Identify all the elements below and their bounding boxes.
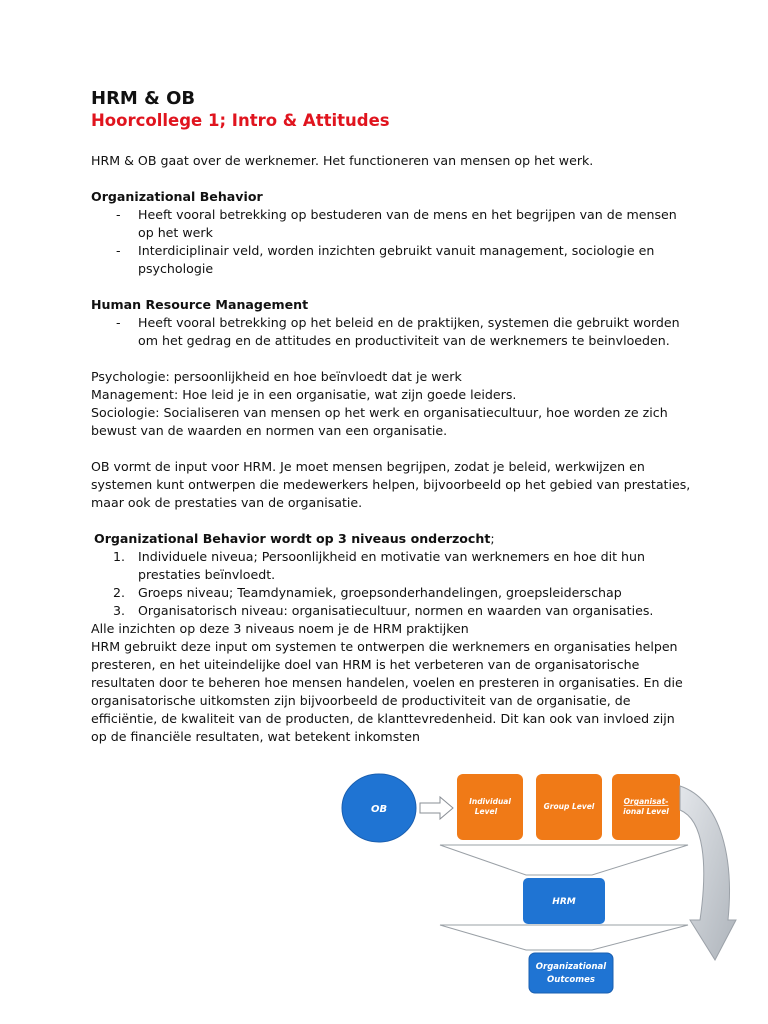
discipline-line: Management: Hoe leid je in een organisatie, wat zijn goede leiders. [91, 387, 517, 402]
hrm-heading: Human Resource Management [91, 297, 309, 312]
level-item [91, 548, 691, 584]
organisational-level-label-2: ional Level [623, 807, 669, 816]
level-item [91, 584, 691, 602]
closing-paragraph: HRM gebruikt deze input om systemen te ontwerpen die werknemers en organisaties helpen presteren, en het uiteindelijke doel van HRM is het verbeteren van de organisatorische resultaten door te beheren hoe mensen handelen, voelen en presteren in organisaties. En die organisatorische uitkomsten zijn bijvoorbeeld de productiviteit van de organisatie, de efficiëntie, de kwaliteit van de producten, de klanttevredenheid. Dit kan ook van invloed zijn op de financiële resultaten, wat betekent inkomsten [91, 639, 683, 744]
discipline-line: Sociologie: Socialiseren van mensen op het werk en organisatiecultuur, hoe worden ze zich bewust van de waarden en normen van een organisatie. [91, 405, 668, 438]
level-text: Groeps niveau; Teamdynamiek, groepsonderhandelingen, groepsleiderschap [138, 585, 622, 600]
organizational-outcomes-label: Organizational [535, 962, 607, 972]
ob-item: - Heeft vooral betrekking op bestuderen van de mens en het begrijpen van de mensen op het werk [91, 206, 691, 242]
hrm-label: HRM [552, 897, 576, 907]
organizational-outcomes-label-2: Outcomes [547, 975, 595, 985]
level-number: 2. [113, 585, 126, 600]
level-text: Organisatorisch niveau: organisatiecultuur, normen en waarden van organisaties. [138, 603, 654, 618]
level-number: 3. [113, 603, 126, 618]
discipline-line: Psychologie: persoonlijkheid en hoe beïnvloedt dat je werk [91, 369, 462, 384]
hrm-item: - Heeft vooral betrekking op het beleid en de praktijken, systemen die gebruikt worden om het gedrag en de attitudes en productiviteit van de werknemers te beinvloeden. [91, 314, 691, 350]
ob-item: - Interdiciplinair veld, worden inzichten gebruikt vanuit management, sociologie en psychologie [91, 242, 691, 278]
right-arrow-icon [420, 797, 453, 819]
intro-paragraph: HRM & OB gaat over de werknemer. Het functioneren van mensen op het werk. [91, 153, 594, 168]
ob-heading: Organizational Behavior [91, 189, 263, 204]
closing-line: Alle inzichten op deze 3 niveaus noem je de HRM praktijken [91, 621, 469, 636]
ob-label: OB [370, 804, 388, 815]
funnel-top [440, 845, 688, 875]
organisational-level-label: Organisat- [623, 797, 669, 806]
levels-heading [91, 530, 691, 548]
level-number: 1. [113, 549, 126, 564]
page-title: HRM & OB [91, 88, 196, 109]
organizational-outcomes-box [529, 953, 613, 993]
curved-arrow-icon [680, 786, 736, 960]
page-subtitle: Hoorcollege 1; Intro & Attitudes [91, 111, 390, 130]
funnel-bottom [440, 925, 688, 950]
individual-level-label: Individual [469, 797, 511, 806]
levels-heading-text: Organizational Behavior wordt op 3 niveaus onderzocht [94, 531, 491, 546]
level-text: Individuele niveua; Persoonlijkheid en motivatie van werknemers en hoe dit hun prestaties beïnvloedt. [138, 549, 645, 582]
document-page [91, 88, 691, 746]
level-item [91, 602, 691, 620]
ob-hrm-diagram [330, 770, 768, 1000]
individual-level-label-2: Level [474, 807, 498, 816]
ob-input-paragraph: OB vormt de input voor HRM. Je moet mensen begrijpen, zodat je beleid, werkwijzen en systemen kunt ontwerpen die medewerkers helpen, bijvoorbeeld op het gebied van prestaties, maar ook de prestaties van de organisatie. [91, 459, 691, 510]
group-level-label: Group Level [543, 802, 595, 811]
levels-heading-suffix: ; [490, 531, 495, 546]
